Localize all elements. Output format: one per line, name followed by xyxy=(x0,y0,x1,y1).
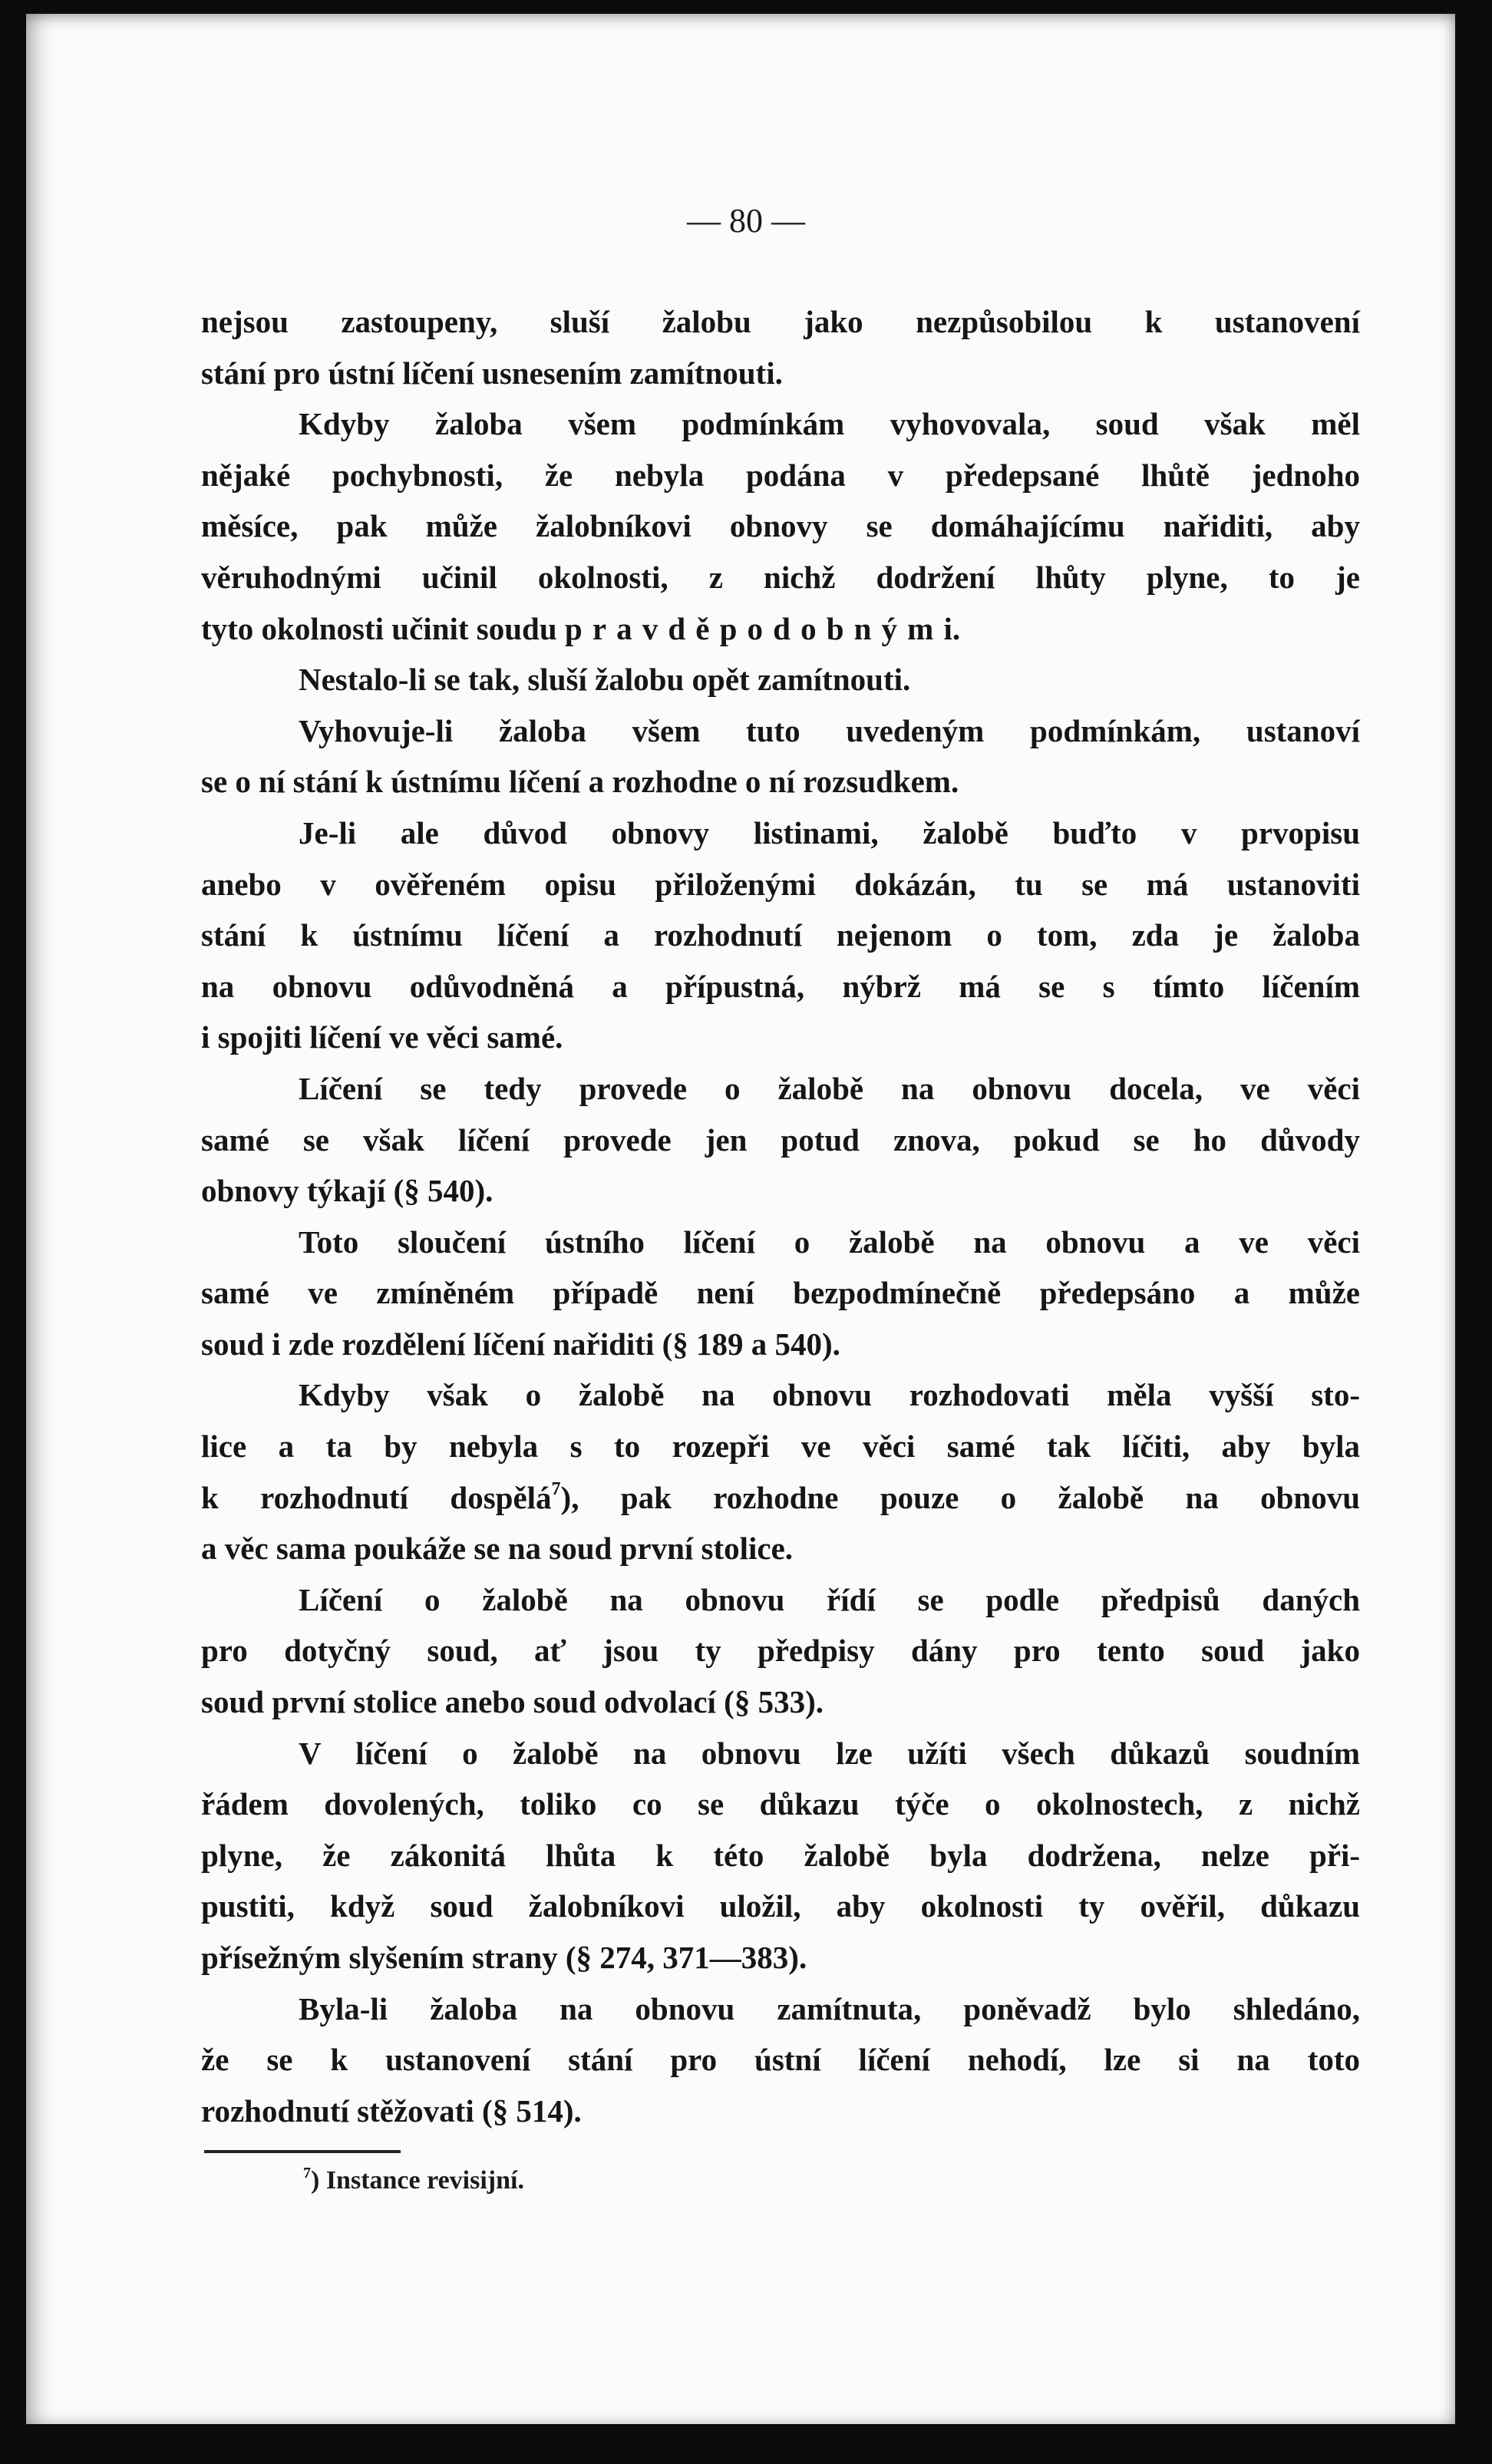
text-segment: plyne, že zákonitá lhůta k této žalobě byla dodržena, nelze při- xyxy=(201,1837,1360,1873)
text-line xyxy=(201,1932,1360,1983)
text-line xyxy=(201,1881,1360,1932)
text-line xyxy=(201,1421,1360,1472)
text-line xyxy=(201,348,1360,399)
text-line xyxy=(201,1728,1360,1779)
footnote-text: ) Instance revisijní. xyxy=(311,2166,524,2195)
text-segment: Vyhovuje-li žaloba všem tuto uvedeným podmínkám, ustanoví xyxy=(299,712,1360,748)
text-line xyxy=(201,808,1360,859)
text-line xyxy=(201,2086,1360,2137)
text-line xyxy=(201,1369,1360,1421)
text-segment: Líčení o žalobě na obnovu řídí se podle předpisů daných xyxy=(299,1581,1360,1617)
text-segment: a věc sama poukáže se na soud první stolice. xyxy=(201,1531,794,1567)
text-line xyxy=(201,1063,1360,1115)
footnote-separator xyxy=(204,2150,401,2153)
text-segment: nejsou zastoupeny, sluší žalobu jako nezpůsobilou k ustanovení xyxy=(201,304,1360,339)
text-segment: pustiti, když soud žalobníkovi uložil, aby okolnosti ty ověřil, důkazu xyxy=(201,1888,1360,1924)
text-line xyxy=(201,654,1360,705)
text-segment: k rozhodnutí dospělá xyxy=(201,1479,552,1515)
text-line xyxy=(201,450,1360,501)
text-line xyxy=(201,1472,1360,1524)
text-segment: Kdyby však o žalobě na obnovu rozhodovati měla vyšší sto- xyxy=(299,1377,1360,1413)
text-segment: anebo v ověřeném opisu přiloženými dokázán, tu se má ustanoviti xyxy=(201,866,1360,902)
text-segment: na obnovu odůvodněná a přípustná, nýbrž má se s tímto líčením xyxy=(201,968,1360,1004)
text-line xyxy=(201,1625,1360,1676)
text-line xyxy=(201,398,1360,450)
text-line xyxy=(201,1574,1360,1626)
text-line xyxy=(201,500,1360,552)
text-segment: lice a ta by nebyla s to rozepři ve věci samé tak líčiti, aby byla xyxy=(201,1429,1360,1465)
text-segment: Nestalo-li se tak, sluší žalobu opět zamítnouti. xyxy=(299,662,911,698)
text-line xyxy=(201,1217,1360,1268)
footnote-marker: 7 xyxy=(303,2165,311,2182)
text-segment: řádem dovolených, toliko co se důkazu týče o okolnostech, z nichž xyxy=(201,1786,1360,1822)
text-segment: měsíce, pak může žalobníkovi obnovy se domáhajícímu nařiditi, aby xyxy=(201,508,1360,544)
text-segment: i spojiti líčení ve věci samé. xyxy=(201,1019,563,1055)
text-segment: se o ní stání k ústnímu líčení a rozhodne o ní rozsudkem. xyxy=(201,764,959,800)
text-line xyxy=(201,1676,1360,1728)
text-segment: Je-li ale důvod obnovy listinami, žalobě buďto v prvopisu xyxy=(299,814,1360,851)
text-line xyxy=(201,961,1360,1012)
text-segment: rozhodnutí stěžovati (§ 514). xyxy=(201,2092,582,2129)
text-segment: tyto okolnosti učinit soudu xyxy=(201,610,565,646)
text-segment: samé ve zmíněném případě není bezpodmínečně předepsáno a může xyxy=(201,1275,1360,1311)
text-line xyxy=(201,603,1360,655)
footnote-reference: 7 xyxy=(551,1478,561,1499)
text-line xyxy=(201,296,1360,348)
text-line xyxy=(201,1830,1360,1881)
text-segment: Kdyby žaloba všem podmínkám vyhovovala, soud však měl xyxy=(299,406,1360,442)
text-segment: pro dotyčný soud, ať jsou ty předpisy dány pro tento soud jako xyxy=(201,1633,1360,1669)
text-line xyxy=(201,1012,1360,1063)
text-segment: samé se však líčení provede jen potud znova, pokud se ho důvody xyxy=(201,1121,1360,1158)
text-line xyxy=(201,1779,1360,1830)
text-line xyxy=(201,1115,1360,1166)
text-segment: i. xyxy=(943,610,961,646)
text-segment: že se k ustanovení stání pro ústní líčení nehodí, lze si na toto xyxy=(201,2042,1360,2078)
page-number: — 80 — xyxy=(687,202,805,239)
text-segment: stání pro ústní líčení usnesením zamítnouti. xyxy=(201,355,783,391)
text-line xyxy=(201,1319,1360,1370)
text-line xyxy=(201,552,1360,603)
text-line xyxy=(201,756,1360,808)
text-line xyxy=(201,705,1360,757)
text-line xyxy=(201,859,1360,910)
text-line xyxy=(201,2034,1360,2086)
text-segment: nějaké pochybnosti, že nebyla podána v předepsané lhůtě jednoho xyxy=(201,457,1360,493)
text-line xyxy=(201,1523,1360,1574)
text-segment: obnovy týkají (§ 540). xyxy=(201,1173,493,1209)
body-text xyxy=(201,296,1360,2136)
text-segment: soud i zde rozdělení líčení nařiditi (§ 189 a 540). xyxy=(201,1326,840,1362)
footnote xyxy=(303,2166,524,2195)
text-segment: Líčení se tedy provede o žalobě na obnovu docela, ve věci xyxy=(299,1070,1360,1106)
text-segment: ), pak rozhodne pouze o žalobě na obnovu xyxy=(560,1479,1360,1515)
text-segment: soud první stolice anebo soud odvolací (§ 533). xyxy=(201,1684,824,1720)
text-segment: přísežným slyšením strany (§ 274, 371—383). xyxy=(201,1940,807,1975)
text-line xyxy=(201,1267,1360,1319)
text-segment: Toto sloučení ústního líčení o žalobě na obnovu a ve věci xyxy=(299,1224,1360,1260)
text-segment: stání k ústnímu líčení a rozhodnutí nejenom o tom, zda je žaloba xyxy=(201,917,1360,953)
text-segment: V líčení o žalobě na obnovu lze užíti všech důkazů soudním xyxy=(299,1735,1360,1771)
text-segment: věruhodnými učinil okolnosti, z nichž dodržení lhůty plyne, to je xyxy=(201,559,1360,595)
text-segment: Byla-li žaloba na obnovu zamítnuta, poněvadž bylo shledáno, xyxy=(299,1990,1360,2026)
emphasized-text: pravděpodobným xyxy=(564,610,944,646)
text-line xyxy=(201,1165,1360,1217)
text-line xyxy=(201,910,1360,961)
text-line xyxy=(201,1983,1360,2035)
